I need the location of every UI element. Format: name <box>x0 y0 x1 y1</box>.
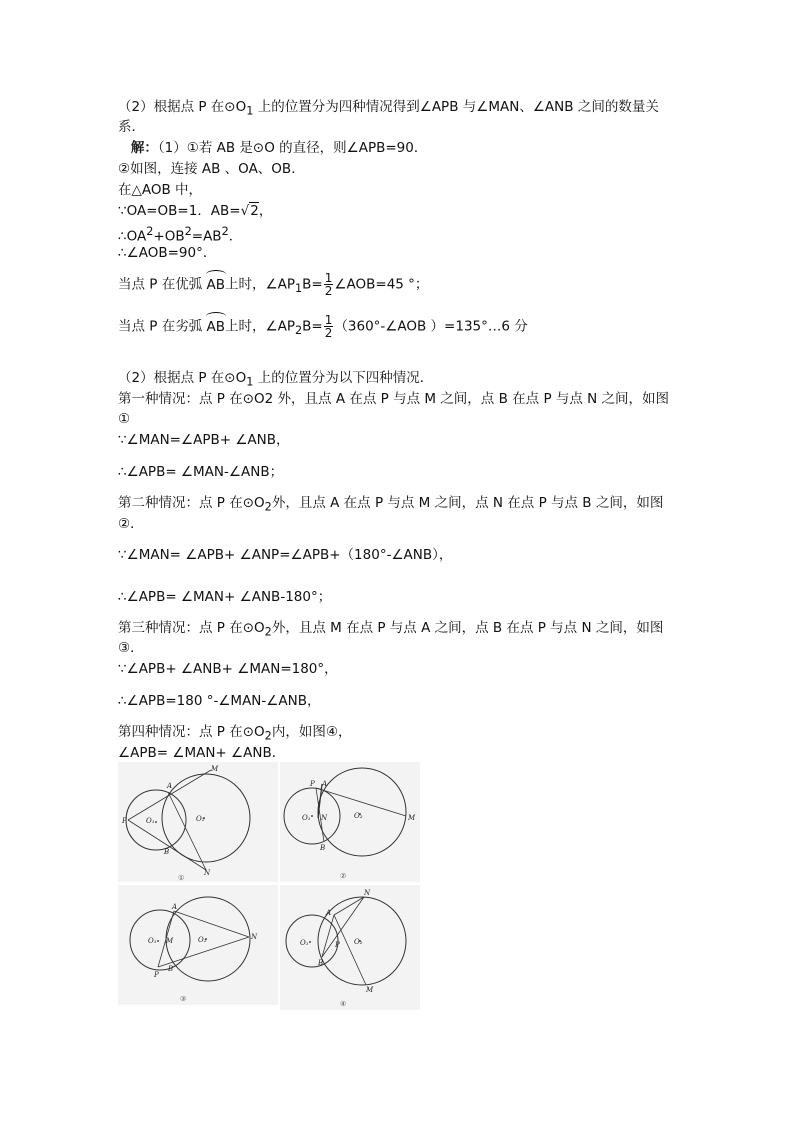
figure-3-diagram <box>118 885 278 1005</box>
label-a: A <box>322 780 328 788</box>
label-a: A <box>326 909 332 917</box>
subscript: 2 <box>264 625 272 639</box>
text: =AB <box>191 228 222 245</box>
text: 上时，∠AP <box>225 318 295 335</box>
superscript: 2 <box>221 225 229 238</box>
case1-line-3: ∵∠MAN=∠APB+ ∠ANB， <box>118 432 290 448</box>
label-m: M <box>408 814 416 822</box>
subscript: 1 <box>246 104 254 118</box>
label-a: A <box>167 782 173 790</box>
label-o2: O₂ <box>196 815 205 823</box>
figure-caption: ③ <box>180 995 187 1003</box>
case3-line-2: ③． <box>118 640 144 656</box>
text: ∴OA <box>118 228 147 245</box>
label-o2: O₂ <box>354 938 363 946</box>
subscript: 2 <box>264 729 272 743</box>
label-o1: O₁ <box>146 817 155 825</box>
text: 当点 P 在优弧 <box>118 276 207 293</box>
case1-line-4: ∴∠APB= ∠MAN-∠ANB； <box>118 464 284 480</box>
case4-line-1 <box>118 723 351 746</box>
line-am <box>334 915 366 985</box>
solution-line-3: 在△AOB 中， <box>118 182 203 198</box>
solution-line-6: ∴∠AOB=90°． <box>118 245 217 261</box>
label-m: M <box>211 765 219 773</box>
label-o1: O₁ <box>148 937 157 945</box>
case2-line-3: ∵∠MAN= ∠APB+ ∠ANP=∠APB+（180°-∠ANB）， <box>118 547 453 563</box>
case4-line-2: ∠APB= ∠MAN+ ∠ANB． <box>118 745 286 761</box>
fraction <box>324 272 334 297</box>
label-n: N <box>364 889 371 897</box>
case2-line-1 <box>118 494 663 517</box>
label-n: N <box>321 814 328 822</box>
solution-line-2: ②如图，连接 AB 、OA、OB． <box>118 161 305 177</box>
label-b: B <box>320 844 326 852</box>
case2-line-4: ∴∠APB= ∠MAN+ ∠ANB-180°； <box>118 589 332 605</box>
text: 上时，∠AP <box>225 276 295 293</box>
line-nb <box>322 897 364 957</box>
text: （2）根据点 P 在⊙O <box>118 99 247 115</box>
fraction-numerator: 1 <box>324 271 333 285</box>
case3-line-4: ∴∠APB=180 °-∠MAN-∠ANB， <box>118 693 321 709</box>
figure-3 <box>118 885 278 1005</box>
figure-caption: ② <box>340 872 347 880</box>
text: 第三种情况：点 P 在⊙O <box>118 620 265 636</box>
question-line-2: 系． <box>118 119 145 135</box>
text: ． <box>228 228 243 245</box>
label-p: P <box>310 780 315 788</box>
line-an <box>334 897 364 915</box>
solution-line-4 <box>118 202 272 220</box>
solution-line-5 <box>118 223 242 246</box>
label-o2: O₂ <box>354 812 363 820</box>
figure-4 <box>280 885 420 1010</box>
label-o1: O₁ <box>302 814 311 822</box>
subscript: 2 <box>295 324 303 338</box>
arc-ab: AB <box>206 318 226 335</box>
fraction-numerator: 1 <box>324 313 333 327</box>
question-line-1 <box>118 98 659 121</box>
subscript: 1 <box>295 282 303 296</box>
arc-ab: AB <box>206 276 226 293</box>
line-an <box>168 792 206 870</box>
text: ∠AOB=45 °； <box>334 276 429 293</box>
fraction <box>324 314 334 339</box>
text: 内，如图④， <box>271 724 352 740</box>
figure-2-diagram <box>280 762 420 882</box>
sqrt-symbol: √ <box>240 203 250 219</box>
sqrt-value: 2 <box>250 203 259 219</box>
text: （2）根据点 P 在⊙O <box>118 370 247 386</box>
text: +OB <box>153 228 185 245</box>
circle-o1 <box>286 915 338 967</box>
fraction-denominator: 2 <box>324 326 333 340</box>
solution-line-1 <box>118 139 427 157</box>
superscript: 2 <box>184 225 192 238</box>
part2-intro <box>118 369 433 392</box>
label-m: M <box>366 986 374 994</box>
circle-o1 <box>126 790 186 850</box>
text: 外，且点 A 在点 P 与点 M 之间，点 N 在点 P 与点 B 之间，如图 <box>271 495 664 511</box>
case1-line-1: 第一种情况：点 P 在⊙O2 外，且点 A 在点 P 与点 M 之间，点 B 在点 P 与点 N 之间，如图 <box>118 391 670 407</box>
superscript: 2 <box>146 225 154 238</box>
text: （360°-∠AOB ）=135°…6 分 <box>334 318 528 335</box>
case1-line-2: ① <box>118 411 131 427</box>
text: B= <box>302 318 323 335</box>
label-o2: O₂ <box>198 936 207 944</box>
circle-o2 <box>166 897 250 981</box>
case3-line-3: ∵∠APB+ ∠ANB+ ∠MAN=180°， <box>118 661 338 677</box>
subscript: 2 <box>264 500 272 514</box>
text: ∵OA=OB=1．AB= <box>118 203 241 219</box>
text: 上的位置分为四种情况得到∠APB 与∠MAN、∠ANB 之间的数量关 <box>253 99 659 115</box>
text: 当点 P 在劣弧 <box>118 318 207 335</box>
label-p: P <box>122 817 127 825</box>
label-n: N <box>204 869 211 877</box>
text: 第二种情况：点 P 在⊙O <box>118 495 265 511</box>
text: ， <box>258 203 273 219</box>
figure-1 <box>118 762 278 882</box>
text: 外，且点 M 在点 P 与点 A 之间，点 B 在点 P 与点 N 之间，如图 <box>271 620 664 636</box>
subscript: 1 <box>246 375 254 389</box>
case2-line-2: ②． <box>118 516 144 532</box>
figure-caption: ④ <box>340 1000 347 1008</box>
figure-2 <box>280 762 420 882</box>
label-p: P <box>335 941 340 949</box>
label-n: N <box>251 933 258 941</box>
label-b: B <box>318 959 324 967</box>
figure-caption: ① <box>178 874 185 882</box>
solution-line-8 <box>118 314 528 340</box>
text: 第四种情况：点 P 在⊙O <box>118 724 265 740</box>
line-ab <box>322 915 334 957</box>
label-o1: O₁ <box>300 939 309 947</box>
fraction-denominator: 2 <box>324 284 333 298</box>
text: （1）①若 AB 是⊙O 的直径，则∠APB=90． <box>157 140 428 156</box>
figure-4-diagram <box>280 885 420 1010</box>
text: B= <box>302 276 323 293</box>
label-m: M <box>166 937 174 945</box>
circle-o2 <box>162 774 250 862</box>
case3-line-1 <box>118 619 663 642</box>
label-a: A <box>172 903 178 911</box>
label-b: B <box>164 848 170 856</box>
label-p: P <box>154 971 159 979</box>
figure-1-diagram <box>118 762 278 882</box>
text: 上的位置分为以下四种情况． <box>253 370 434 386</box>
solution-line-7 <box>118 272 428 298</box>
solve-label: 解： <box>130 140 158 156</box>
label-b: B <box>168 965 174 973</box>
